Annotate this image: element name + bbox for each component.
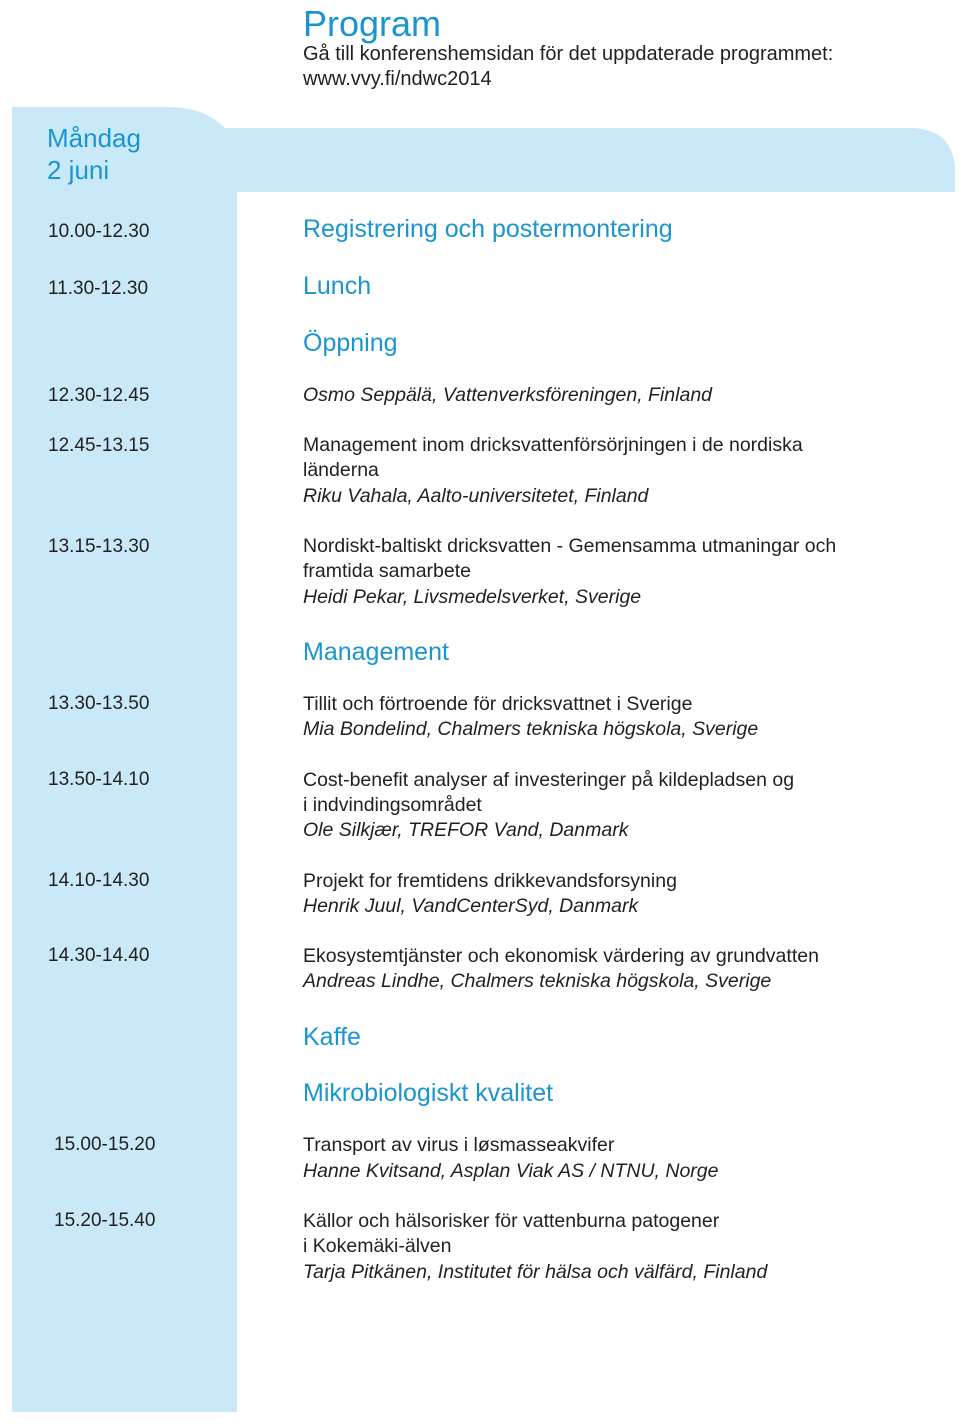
talk-title: i indvindingsområdet [303, 794, 482, 816]
section-lunch: Lunch [303, 272, 372, 300]
talk-title: Tillit och förtroende för dricksvattnet i Sverige [303, 693, 693, 715]
section-management: Management [303, 638, 449, 666]
talk-title: Källor och hälsorisker för vattenburna patogener [303, 1210, 720, 1232]
day-weekday: Måndag [47, 123, 141, 153]
time-slot: 14.30-14.40 [48, 945, 150, 966]
talk-title: Transport av virus i løsmasseakvifer [303, 1134, 615, 1156]
speaker: Tarja Pitkänen, Institutet för hälsa och välfärd, Finland [303, 1261, 768, 1283]
conference-link[interactable]: www.vvy.fi/ndwc2014 [303, 68, 492, 90]
time-slot: 13.50-14.10 [48, 769, 150, 790]
speaker: Riku Vahala, Aalto-universitetet, Finland [303, 485, 649, 507]
intro-text: Gå till konferenshemsidan för det uppdaterade programmet: [303, 43, 834, 65]
speaker: Ole Silkjær, TREFOR Vand, Danmark [303, 819, 629, 841]
speaker: Osmo Seppälä, Vattenverksföreningen, Finland [303, 384, 713, 406]
page-title: Program [303, 3, 442, 44]
talk-title: Projekt for fremtidens drikkevandsforsyning [303, 870, 677, 892]
talk-title: framtida samarbete [303, 560, 471, 582]
section-registration: Registrering och postermontering [303, 215, 673, 243]
speaker: Henrik Juul, VandCenterSyd, Danmark [303, 895, 639, 917]
talk-title: i Kokemäki-älven [303, 1235, 452, 1257]
speaker: Heidi Pekar, Livsmedelsverket, Sverige [303, 586, 642, 608]
time-slot: 13.30-13.50 [48, 693, 150, 714]
time-slot: 13.15-13.30 [48, 536, 150, 557]
talk-title: Cost-benefit analyser af investeringer på kildepladsen og [303, 769, 795, 791]
section-microbiology: Mikrobiologiskt kvalitet [303, 1079, 554, 1107]
section-coffee: Kaffe [303, 1023, 361, 1051]
talk-title: länderna [303, 459, 379, 481]
talk-title: Ekosystemtjänster och ekonomisk värdering av grundvatten [303, 945, 819, 967]
talk-title: Management inom dricksvattenförsörjningen i de nordiska [303, 434, 803, 456]
time-slot: 15.00-15.20 [54, 1134, 156, 1155]
speaker: Andreas Lindhe, Chalmers tekniska högskola, Sverige [303, 970, 772, 992]
talk-title: Nordiskt-baltiskt dricksvatten - Gemensamma utmaningar och [303, 535, 837, 557]
time-slot: 11.30-12.30 [48, 278, 149, 299]
time-slot: 10.00-12.30 [48, 221, 150, 242]
section-opening: Öppning [303, 329, 398, 357]
day-date: 2 juni [47, 155, 110, 185]
time-slot: 14.10-14.30 [48, 870, 150, 891]
time-slot: 12.30-12.45 [48, 385, 150, 406]
time-slot: 15.20-15.40 [54, 1210, 156, 1231]
time-slot: 12.45-13.15 [48, 435, 150, 456]
speaker: Hanne Kvitsand, Asplan Viak AS / NTNU, Norge [303, 1160, 719, 1182]
speaker: Mia Bondelind, Chalmers tekniska högskola, Sverige [303, 718, 759, 740]
